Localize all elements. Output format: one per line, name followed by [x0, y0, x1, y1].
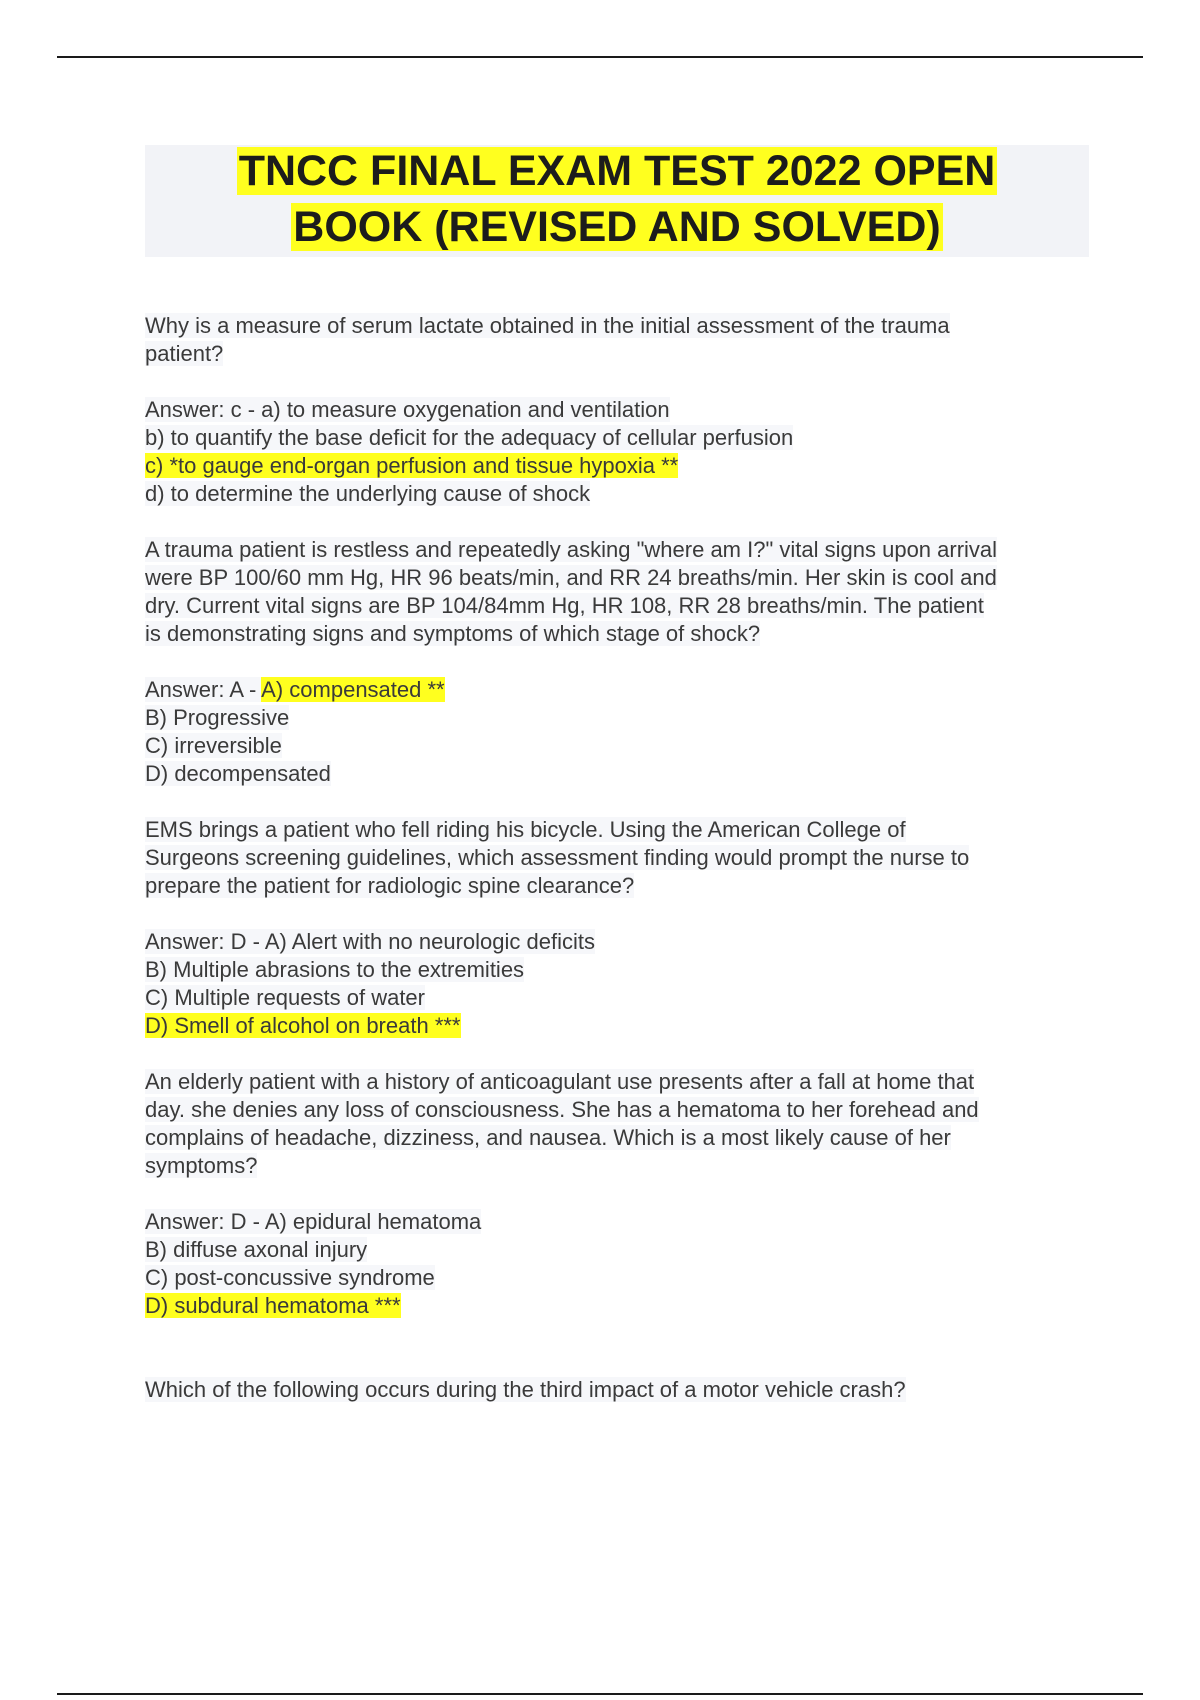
question-text: is demonstrating signs and symptoms of which stage of shock? — [145, 621, 761, 646]
answer-prefix: Answer: A - — [145, 677, 262, 702]
option-b: B) Multiple abrasions to the extremities — [145, 957, 525, 982]
answer-prefix: Answer: D - — [145, 929, 265, 954]
question-2 — [145, 536, 1095, 648]
question-text: EMS brings a patient who fell riding his bicycle. Using the American College of — [145, 817, 906, 842]
question-text: symptoms? — [145, 1153, 258, 1178]
question-text: An elderly patient with a history of anticoagulant use presents after a fall at home that — [145, 1069, 975, 1094]
question-5 — [145, 1376, 1095, 1404]
option-a: A) epidural hematoma — [264, 1209, 482, 1234]
bottom-rule — [57, 1693, 1143, 1695]
question-text: complains of headache, dizziness, and nausea. Which is a most likely cause of her — [145, 1125, 951, 1150]
title-line-2: BOOK (REVISED AND SOLVED) — [293, 203, 941, 251]
question-text: Why is a measure of serum lactate obtained in the initial assessment of the trauma — [145, 313, 950, 338]
question-text: dry. Current vital signs are BP 104/84mm Hg, HR 108, RR 28 breaths/min. The patient — [145, 593, 984, 618]
answer-prefix: Answer: D - — [145, 1209, 265, 1234]
option-d-correct: D) subdural hematoma *** — [145, 1293, 401, 1318]
answer-2 — [145, 676, 1095, 788]
question-text: day. she denies any loss of consciousness. She has a hematoma to her forehead and — [145, 1097, 979, 1122]
answer-prefix: Answer: c - — [145, 397, 262, 422]
option-d: D) decompensated — [145, 761, 331, 786]
option-c: C) Multiple requests of water — [145, 985, 425, 1010]
top-rule — [57, 56, 1143, 58]
answer-4 — [145, 1208, 1095, 1320]
option-c-correct: c) *to gauge end-organ perfusion and tissue hypoxia ** — [145, 453, 679, 478]
answer-3 — [145, 928, 1095, 1040]
question-text: Surgeons screening guidelines, which assessment finding would prompt the nurse to — [145, 845, 970, 870]
question-3 — [145, 816, 1095, 900]
question-1 — [145, 312, 1095, 368]
question-text: were BP 100/60 mm Hg, HR 96 beats/min, and RR 24 breaths/min. Her skin is cool and — [145, 565, 997, 590]
document-body — [145, 312, 1095, 1432]
question-text: A trauma patient is restless and repeatedly asking "where am I?" vital signs upon arrival — [145, 537, 998, 562]
question-4 — [145, 1068, 1095, 1180]
option-a: A) Alert with no neurologic deficits — [264, 929, 595, 954]
question-text: prepare the patient for radiologic spine clearance? — [145, 873, 635, 898]
option-c: C) post-concussive syndrome — [145, 1265, 435, 1290]
option-c: C) irreversible — [145, 733, 282, 758]
title-line-1: TNCC FINAL EXAM TEST 2022 OPEN — [238, 147, 996, 195]
option-d-correct: D) Smell of alcohol on breath *** — [145, 1013, 461, 1038]
option-a: a) to measure oxygenation and ventilation — [261, 397, 670, 422]
page-title — [145, 143, 1089, 255]
option-b: B) Progressive — [145, 705, 290, 730]
question-text: Which of the following occurs during the third impact of a motor vehicle crash? — [145, 1377, 906, 1402]
option-a-correct: A) compensated ** — [261, 677, 445, 702]
option-b: B) diffuse axonal injury — [145, 1237, 368, 1262]
question-text: patient? — [145, 341, 224, 366]
answer-1 — [145, 396, 1095, 508]
option-d: d) to determine the underlying cause of shock — [145, 481, 591, 506]
option-b: b) to quantify the base deficit for the adequacy of cellular perfusion — [145, 425, 794, 450]
